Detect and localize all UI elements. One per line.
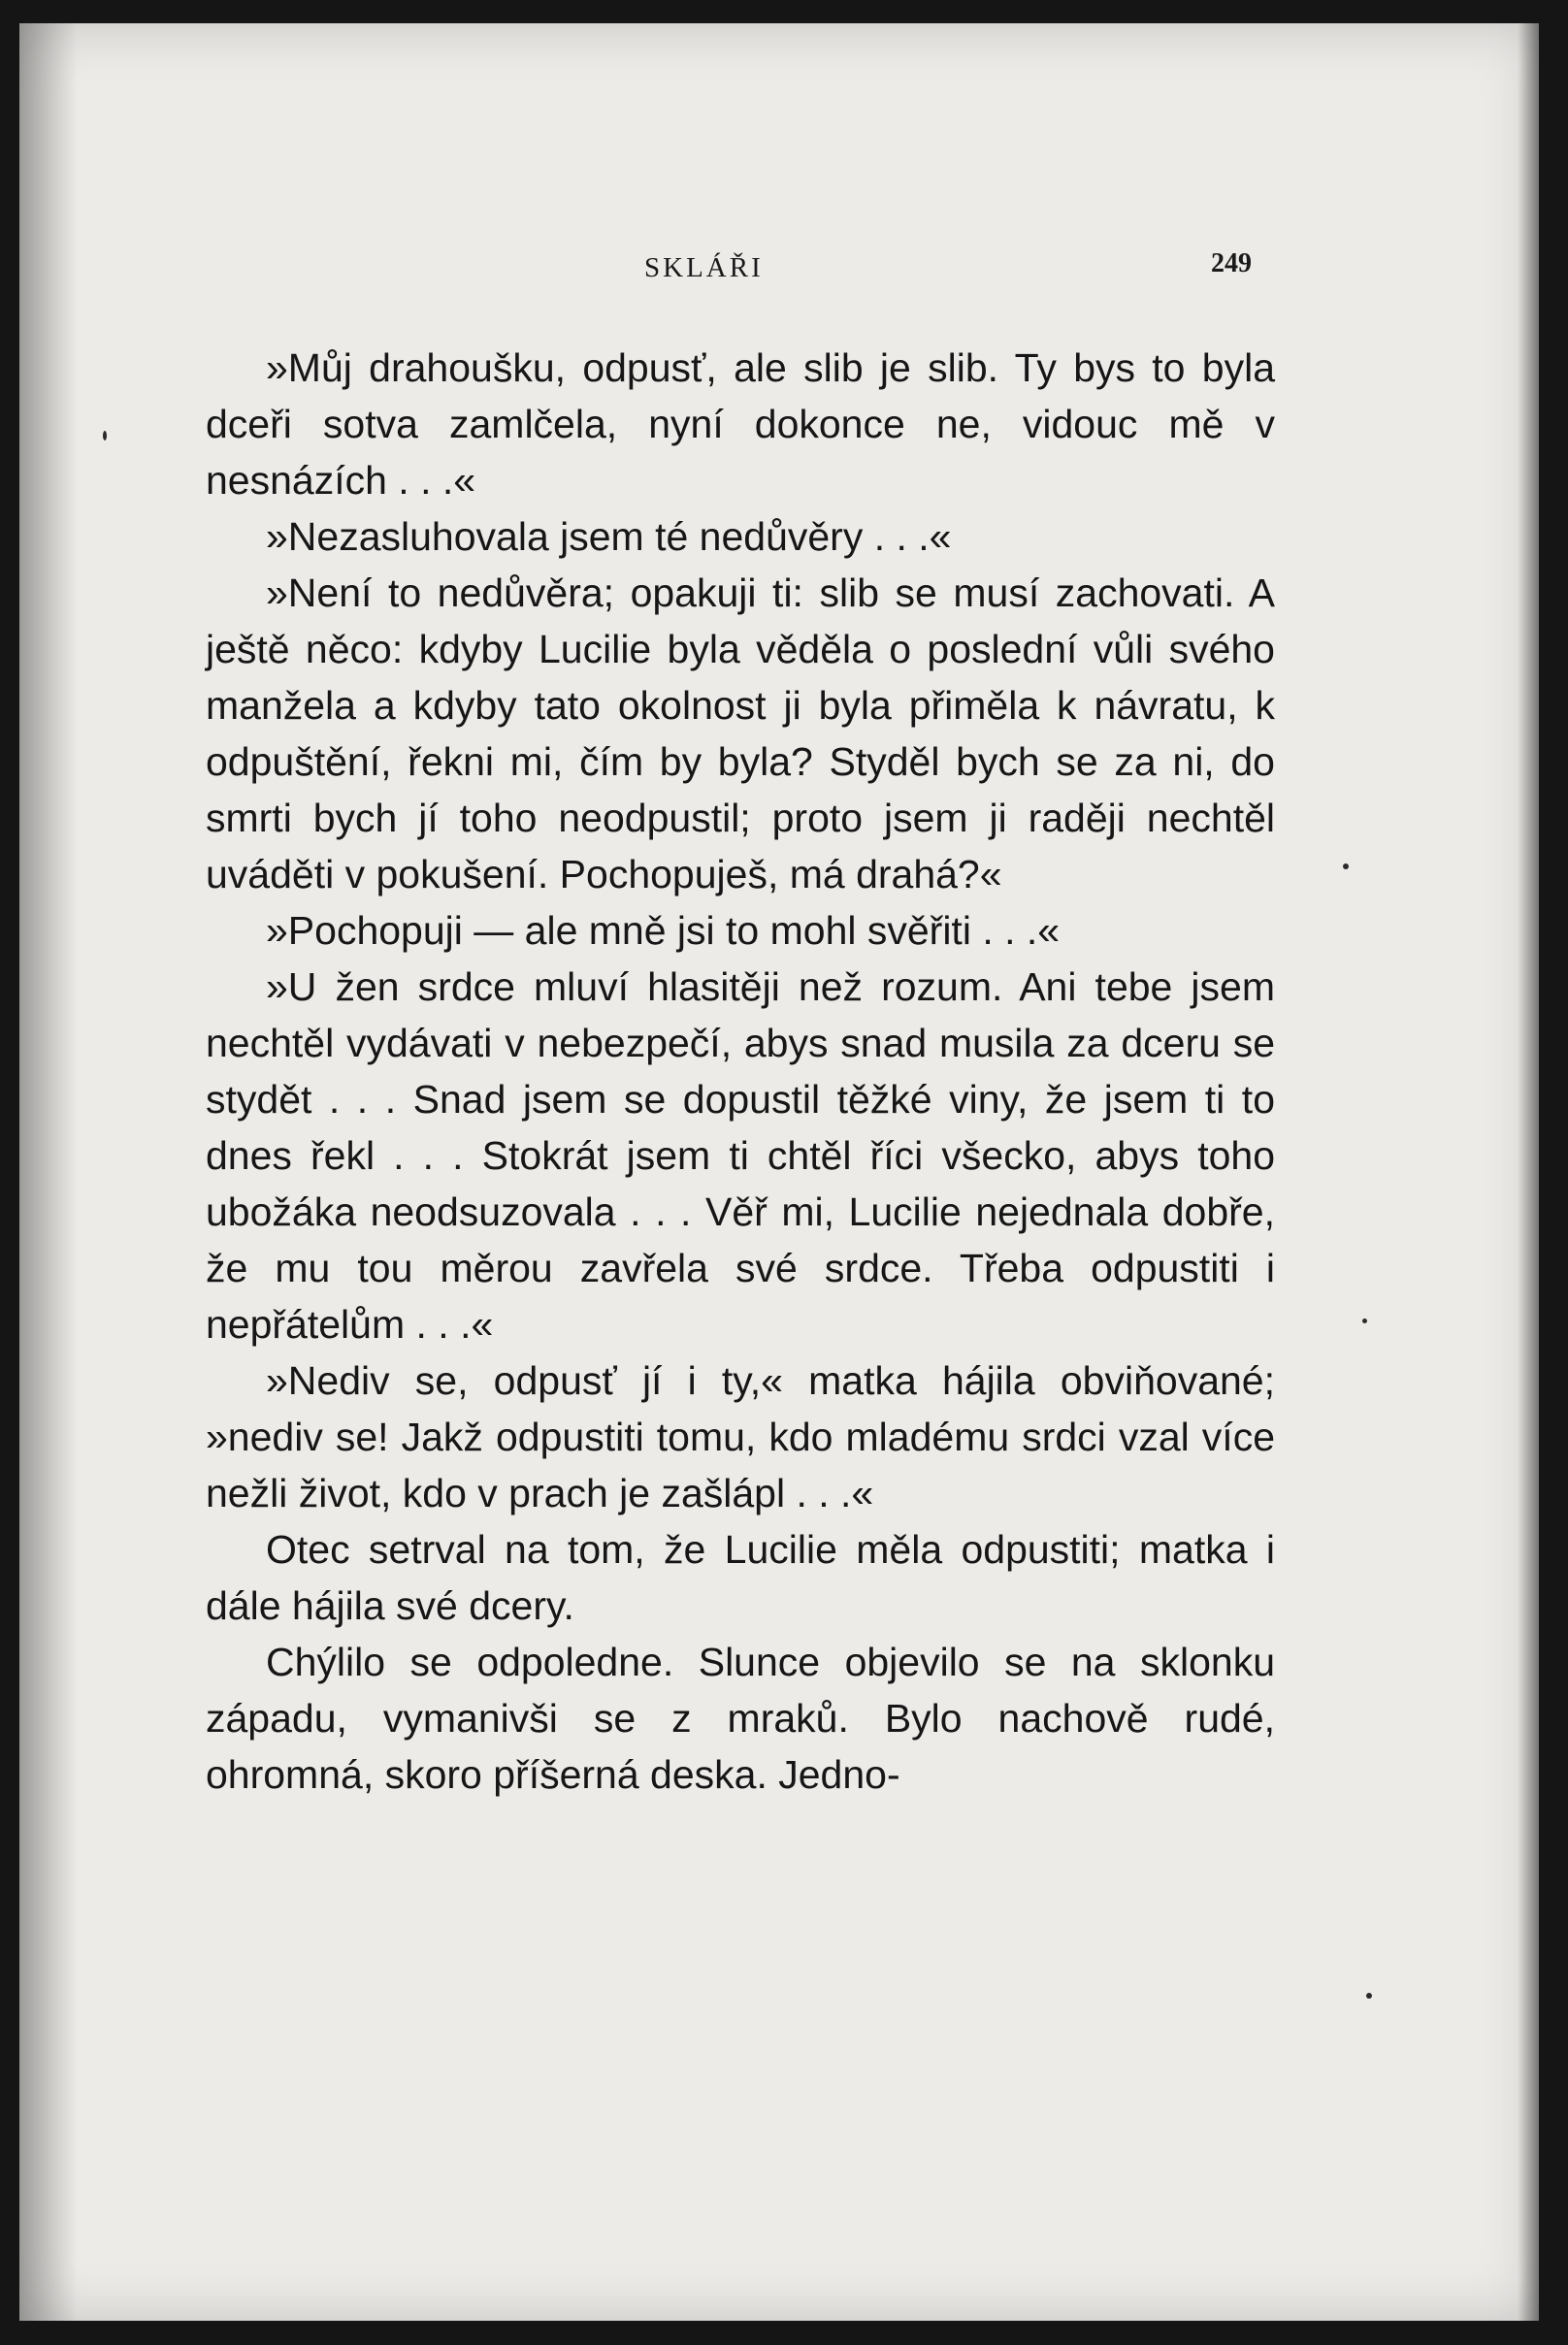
running-head: SKLÁŘI <box>644 252 764 283</box>
book-page <box>19 23 1539 2321</box>
paragraph: Otec setrval na tom, že Lucilie měla odpustiti; matka i dále hájila své dcery. <box>206 1527 1275 1628</box>
paragraph: »Nezasluhovala jsem té nedůvěry . . .« <box>266 514 952 559</box>
body-text <box>206 340 1275 1803</box>
paragraph: »U žen srdce mluví hlasitěji než rozum. Ani tebe jsem nechtěl vydávati v nebezpečí, abys snad musila za dceru se stydět . . . Snad jsem se dopustil těžké viny, že jsem ti to dnes řekl . . . Stokrát jsem ti chtěl říci všecko, abys toho ubožáka neodsuzovala . . . Věř mi, Lucilie nejednala dobře, že mu tou měrou zavřela své srdce. Třeba odpustiti i nepřátelům . . .« <box>206 964 1275 1347</box>
scan-speck <box>1343 863 1349 869</box>
scan-speck <box>103 431 107 440</box>
paragraph: Chýlilo se odpoledne. Slunce objevilo se na sklonku západu, vymanivši se z mraků. Bylo nachově rudé, ohromná, skoro příšerná deska. Jedno- <box>206 1640 1275 1797</box>
page-number: 249 <box>1211 248 1252 278</box>
page-shadow-right <box>1518 23 1539 2321</box>
scan-speck <box>1366 1993 1372 1999</box>
paragraph: »Pochopuji — ale mně jsi to mohl svěřiti . . .« <box>266 908 1061 953</box>
paragraph: »Můj drahoušku, odpusť, ale slib je slib. Ty bys to byla dceři sotva zamlčela, nyní dokonce ne, vidouc mě v nesnázích . . .« <box>206 345 1275 503</box>
paragraph: »Nediv se, odpusť jí i ty,« matka hájila obviňované; »nediv se! Jakž odpustiti tomu, kdo mladému srdci vzal více nežli život, kdo v prach je zašlápl . . .« <box>206 1358 1275 1515</box>
paragraph: »Není to nedůvěra; opakuji ti: slib se musí zachovati. A ještě něco: kdyby Lucilie byla věděla o poslední vůli svého manžela a kdyby tato okolnost ji byla přiměla k návratu, k odpuštění, řekni mi, čím by byla? Styděl bych se za ni, do smrti bych jí toho neodpustil; proto jsem ji raději nechtěl uváděti v pokušení. Pochopuješ, má drahá?« <box>206 570 1275 896</box>
scan-speck <box>1362 1319 1367 1323</box>
page-shadow-left <box>19 23 78 2321</box>
